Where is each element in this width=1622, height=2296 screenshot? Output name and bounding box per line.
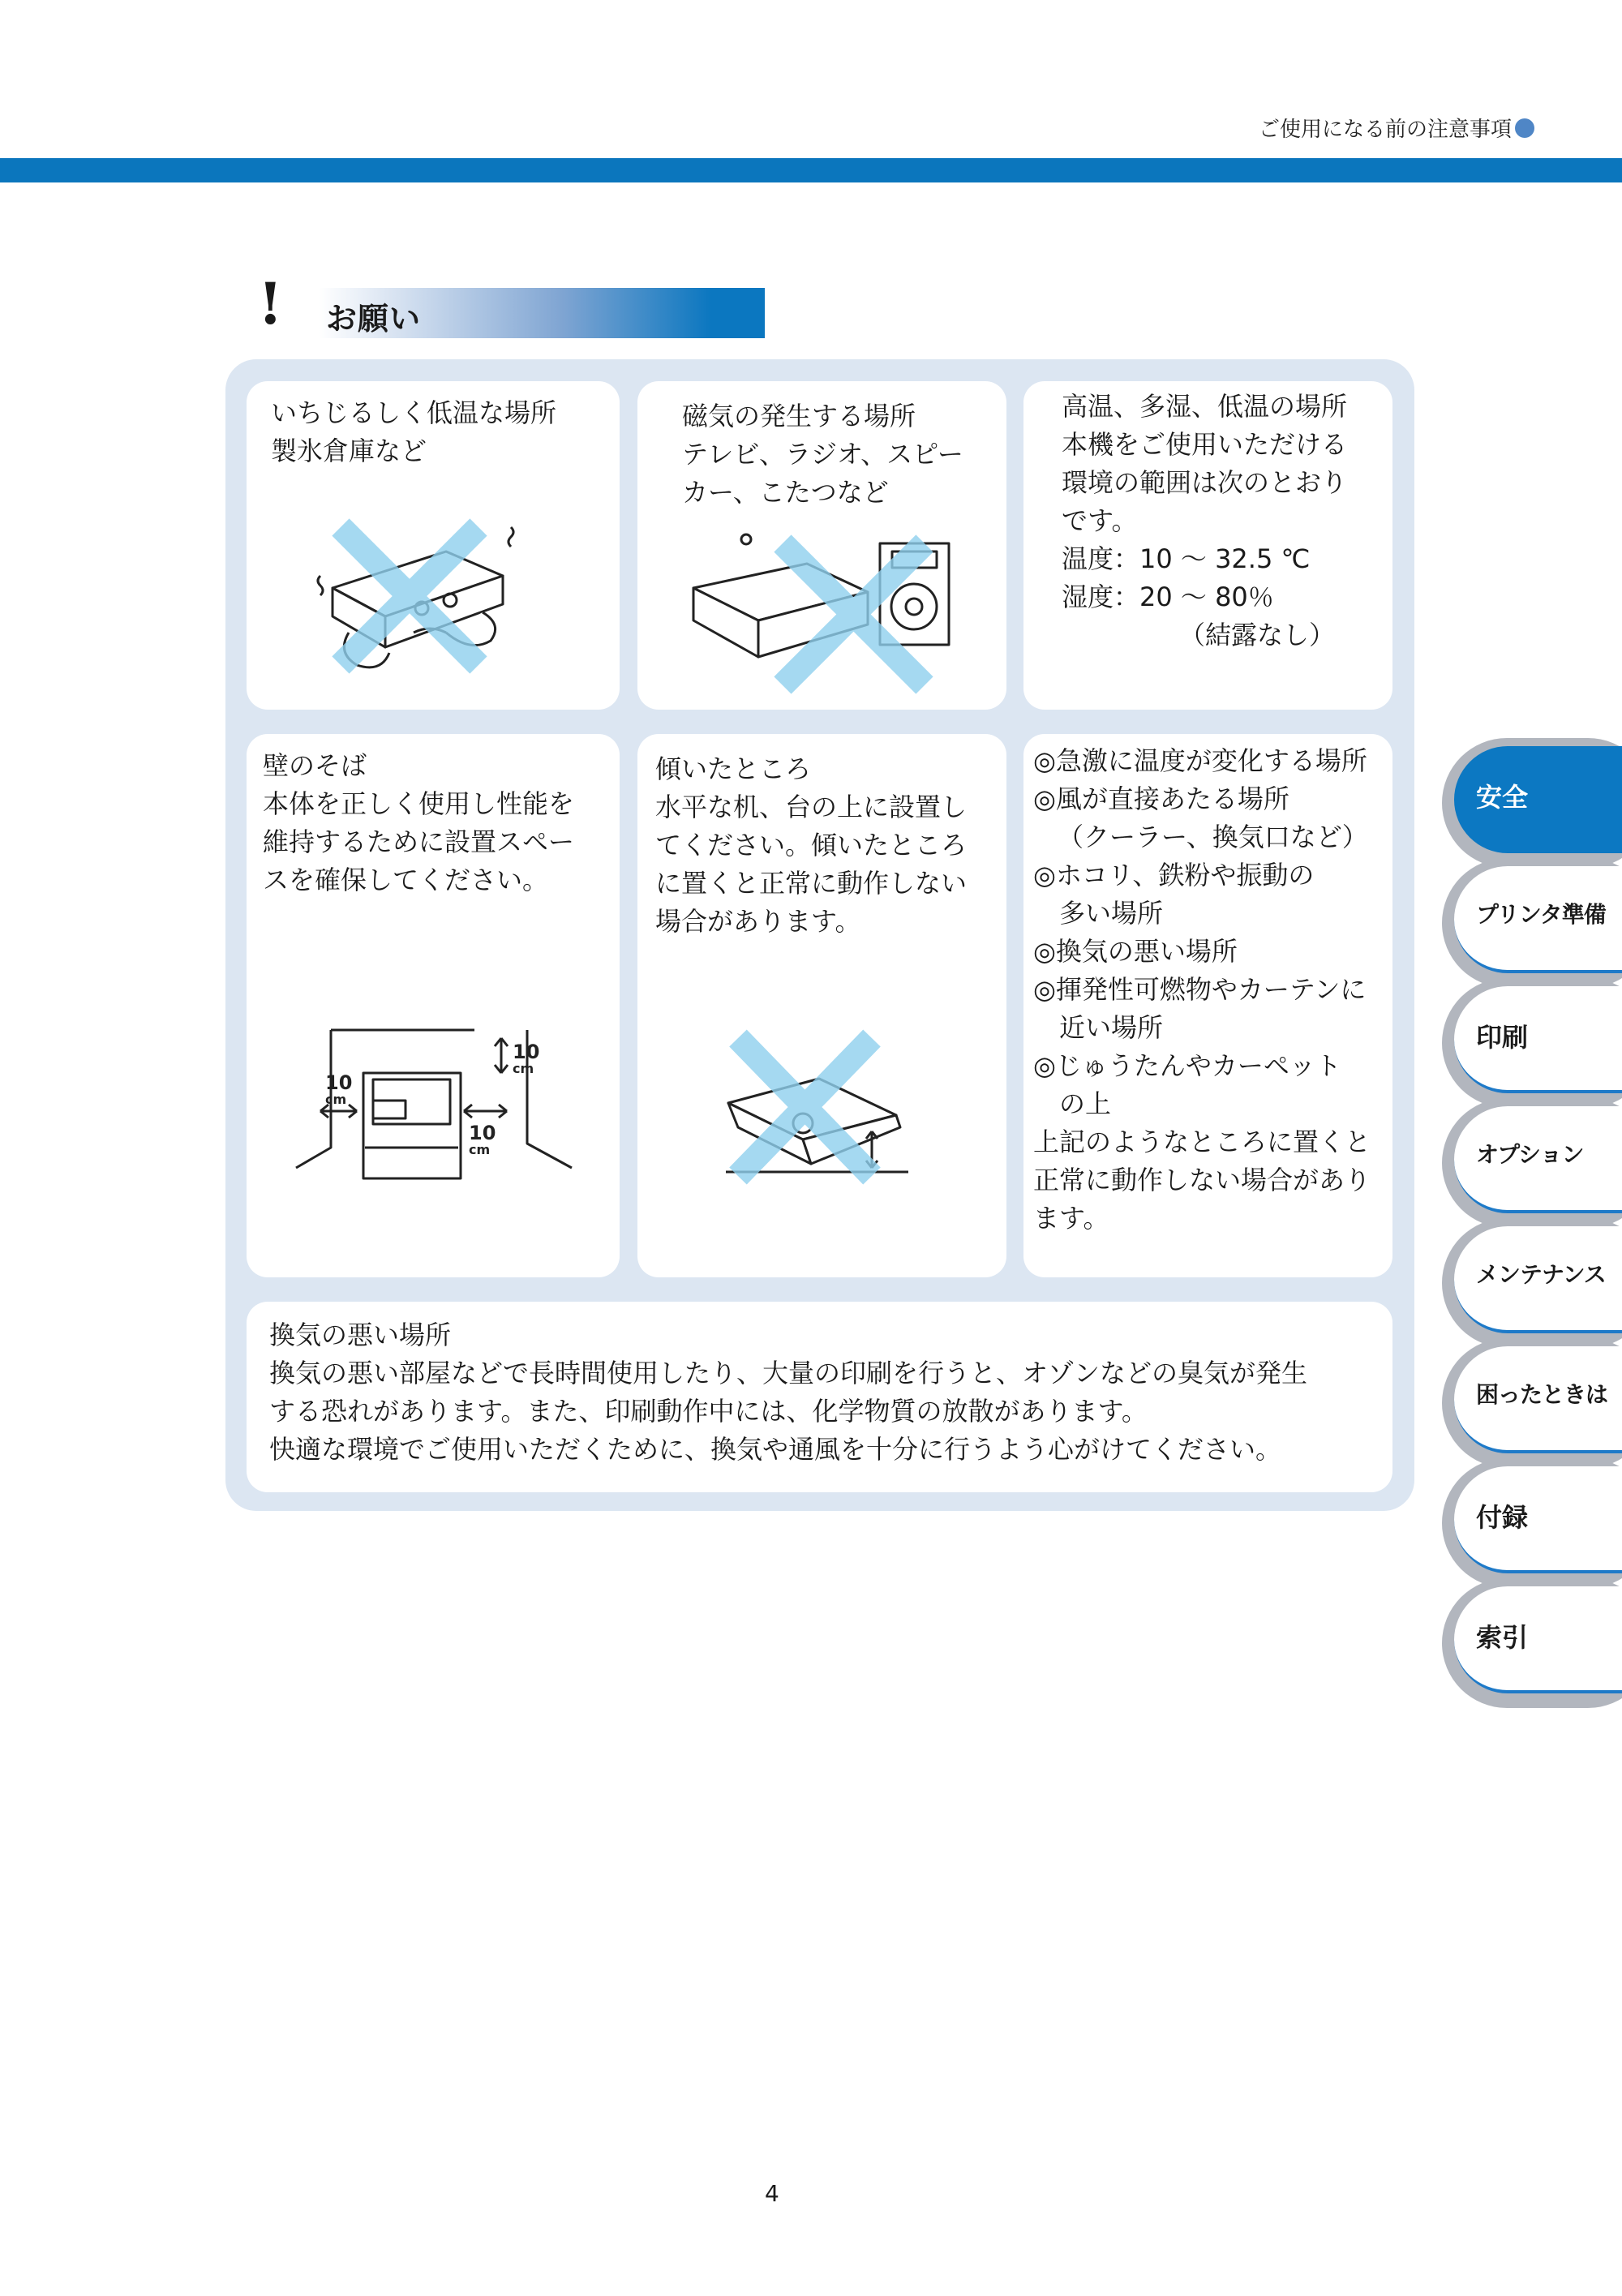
card-line: 水平な机、台の上に設置し — [655, 792, 968, 822]
card-line: 場合があります。 — [655, 906, 861, 937]
card-line: てください。傾いたところ — [655, 830, 968, 860]
clearance-right-value: 10 — [469, 1122, 496, 1144]
bullet-dot-icon — [1515, 118, 1534, 138]
condensation-note: （結露なし） — [1179, 620, 1336, 650]
tab-label: 印刷 — [1476, 1022, 1529, 1053]
list-item-detail: 多い場所 — [1059, 898, 1164, 929]
list-item: ◎じゅうたんやカーペット — [1033, 1050, 1341, 1081]
card-line: 本機をご使用いただける — [1062, 429, 1348, 460]
list-item-detail: の上 — [1059, 1088, 1112, 1119]
tab-index[interactable] — [1442, 1578, 1622, 1708]
card-line: 維持するために設置スペー — [263, 826, 575, 857]
list-item: ◎ホコリ、鉄粉や振動の — [1033, 860, 1315, 891]
card-line: する恐れがあります。また、印刷動作中には、化学物質の放散があります。 — [269, 1396, 1148, 1427]
card-title: 壁のそば — [263, 750, 367, 781]
section-title: ご使用になる前の注意事項 — [1258, 118, 1512, 142]
heading-title: お願い — [326, 301, 422, 337]
clearance-top-unit: cm — [513, 1061, 534, 1076]
list-item: ◎揮発性可燃物やカーテンに — [1033, 974, 1367, 1005]
cold-printer-illustration — [308, 511, 527, 693]
list-item: ◎換気の悪い場所 — [1033, 936, 1238, 967]
card-title: 磁気の発生する場所 — [682, 401, 916, 431]
tab-label: 困ったときは — [1476, 1381, 1608, 1408]
card-title: 高温、多湿、低温の場所 — [1062, 391, 1348, 422]
running-header — [1259, 113, 1534, 143]
speaker-printer-illustration — [685, 527, 965, 697]
card-other-locations — [1023, 734, 1392, 1277]
card-near-wall — [247, 734, 620, 1277]
card-line: 製氷倉庫など — [271, 436, 427, 466]
tab-troubleshooting[interactable] — [1442, 1338, 1622, 1468]
exclamation-icon: ! — [258, 270, 283, 337]
card-line: 上記のようなところに置くと — [1033, 1127, 1371, 1157]
clearance-right-unit: cm — [469, 1142, 491, 1157]
card-line: ます。 — [1033, 1203, 1109, 1234]
tab-label: プリンタ準備 — [1476, 901, 1606, 928]
tab-label: メンテナンス — [1476, 1261, 1606, 1288]
card-line: スを確保してください。 — [263, 865, 549, 895]
card-title: 換気の悪い場所 — [269, 1320, 452, 1350]
card-line: テレビ、ラジオ、スピー — [682, 439, 963, 470]
card-temperature-range — [1023, 381, 1392, 710]
humidity-range: 湿度：20 ～ 80％ — [1062, 582, 1274, 612]
card-line: に置くと正常に動作しない — [655, 868, 968, 899]
card-title: いちじるしく低温な場所 — [271, 397, 557, 428]
card-ventilation — [247, 1302, 1392, 1492]
tab-label: 付録 — [1476, 1502, 1529, 1533]
list-item-detail: （クーラー、換気口など） — [1058, 822, 1368, 852]
list-item-detail: 近い場所 — [1059, 1012, 1164, 1043]
tilted-printer-illustration — [722, 1026, 916, 1188]
page-number: 4 — [765, 2180, 779, 2207]
tab-safety[interactable] — [1442, 738, 1622, 868]
tab-label: オプション — [1476, 1141, 1584, 1168]
wall-clearance-illustration — [292, 1026, 580, 1188]
card-line: です。 — [1062, 505, 1138, 536]
tab-label: 安全 — [1476, 782, 1529, 813]
clearance-left-unit: cm — [325, 1092, 347, 1107]
tab-printing[interactable] — [1442, 978, 1622, 1108]
tab-printer-setup[interactable] — [1442, 858, 1622, 988]
clearance-left-value: 10 — [325, 1071, 353, 1094]
list-item: ◎急激に温度が変化する場所 — [1033, 745, 1367, 776]
clearance-top-value: 10 — [513, 1041, 540, 1063]
card-line: 正常に動作しない場合があり — [1033, 1165, 1371, 1195]
card-title: 傾いたところ — [655, 753, 812, 784]
card-line: 快適な環境でご使用いただくために、換気や通風を十分に行うよう心がけてください。 — [269, 1434, 1282, 1465]
card-line: 換気の悪い部屋などで長時間使用したり、大量の印刷を行うと、オゾンなどの臭気が発生 — [269, 1358, 1308, 1388]
card-line: 本体を正しく使用し性能を — [263, 788, 575, 819]
tab-appendix[interactable] — [1442, 1458, 1622, 1588]
temperature-range: 温度：10 ～ 32.5 ℃ — [1062, 543, 1311, 574]
list-item: ◎風が直接あたる場所 — [1033, 783, 1289, 814]
card-line: 環境の範囲は次のとおり — [1062, 467, 1348, 498]
tab-label: 索引 — [1476, 1622, 1529, 1653]
card-tilted — [637, 734, 1006, 1277]
tab-maintenance[interactable] — [1442, 1218, 1622, 1348]
card-line: カー、こたつなど — [682, 477, 889, 508]
header-rule — [0, 158, 1622, 182]
tab-options[interactable] — [1442, 1098, 1622, 1228]
